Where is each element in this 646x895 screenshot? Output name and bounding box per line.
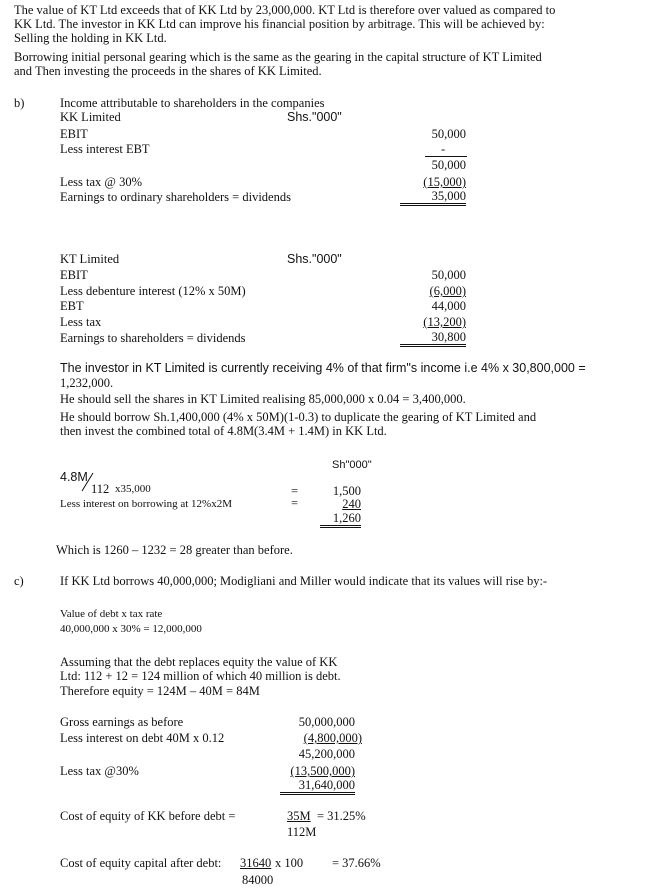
calc-value-1: 1,500 (332, 484, 361, 498)
taxshield-line-1: Value of debt x tax rate (60, 608, 163, 620)
assume-line-1: Assuming that the debt replaces equity the value of KK (60, 655, 338, 669)
kk-row-value: 50,000 (431, 158, 466, 172)
coe-after-multiplier: x 100 (275, 856, 304, 870)
intro-line-4: Borrowing initial personal gearing which is the same as the gearing in the capital structure of KT Limited (14, 50, 542, 64)
kk-row-label: EBIT (60, 127, 88, 141)
section-c-intro: If KK Ltd borrows 40,000,000; Modigliani and Miller would indicate that its values will rise by:- (60, 574, 548, 588)
intro-line-3: Selling the holding in KK Ltd. (14, 31, 167, 45)
kk-row-value: (15,000) (423, 175, 466, 189)
para-line-2: 1,232,000. (60, 376, 114, 390)
section-b-label: b) (14, 96, 25, 110)
kt-row-value: 44,000 (431, 299, 466, 313)
kk-row-value: 35,000 (400, 190, 466, 206)
assume-line-3: Therefore equity = 124M – 40M = 84M (60, 684, 260, 698)
kk-row-label: Less interest EBT (60, 142, 150, 156)
calc-equals-2: = (291, 496, 299, 510)
c-row-value: (4,800,000) (303, 731, 362, 745)
kt-row-value: (6,000) (429, 284, 466, 298)
kt-row-label: Earnings to shareholders = dividends (60, 331, 246, 345)
kk-name: KK Limited (60, 110, 121, 124)
calc-conclusion: Which is 1260 – 1232 = 28 greater than before. (56, 543, 293, 557)
coe-after-result: = 37.66% (332, 856, 381, 870)
kk-row-value: 50,000 (431, 127, 466, 141)
para-line-5: then invest the combined total of 4.8M(3.4M + 1.4M) in KK Ltd. (60, 424, 387, 438)
c-row-label: Less tax @30% (60, 764, 139, 778)
c-row-value: 31,640,000 (280, 779, 355, 795)
kk-row-label: Less tax @ 30% (60, 175, 142, 189)
intro-line-1: The value of KT Ltd exceeds that of KK Ltd by 23,000,000. KT Ltd is therefore over valued as compared to (14, 3, 556, 17)
para-line-3: He should sell the shares in KT Limited realising 85,000,000 x 0.04 = 3,400,000. (60, 392, 466, 406)
kt-name: KT Limited (60, 252, 120, 266)
assume-line-2: Ltd: 112 + 12 = 124 million of which 40 million is debt. (60, 669, 341, 683)
kt-row-label: EBT (60, 299, 84, 313)
para-line-4: He should borrow Sh.1,400,000 (4% x 50M)(1-0.3) to duplicate the gearing of KT Limited and (60, 410, 537, 424)
calc-fraction-numerator: 4.8M (60, 470, 88, 484)
calc-equals-1: = (291, 484, 299, 498)
calc-value-3: 1,260 (320, 512, 361, 528)
intro-line-2: KK Ltd. The investor in KK Ltd can improve his financial position by arbitrage. This will be achieved by: (14, 17, 545, 31)
coe-after-numerator: 31640 (240, 856, 272, 870)
kk-row-label: Earnings to ordinary shareholders = dividends (60, 190, 291, 204)
calc-interest-label: Less interest on borrowing at 12%x2M (60, 498, 232, 510)
kt-row-value: (13,200) (423, 315, 466, 329)
para-line-1: The investor in KT Limited is currently receiving 4% of that firm"s income i.e 4% x 30,800,000 = (60, 361, 586, 375)
kt-row-label: EBIT (60, 268, 88, 282)
calc-fraction-denominator: 112 (91, 482, 110, 496)
kt-row-label: Less tax (60, 315, 102, 329)
kt-row-value: 50,000 (431, 268, 466, 282)
c-row-label: Less interest on debt 40M x 0.12 (60, 731, 225, 745)
coe-before-numerator: 35M (287, 809, 311, 823)
section-b-heading: Income attributable to shareholders in the companies (60, 96, 325, 110)
coe-after-denominator: 84000 (242, 873, 274, 887)
kt-row-value: 30,800 (400, 331, 466, 347)
taxshield-line-2: 40,000,000 x 30% = 12,000,000 (60, 623, 202, 635)
c-row-value: 45,200,000 (298, 747, 355, 761)
c-row-value: (13,500,000) (290, 764, 355, 778)
section-c-label: c) (14, 574, 24, 588)
kt-row-label: Less debenture interest (12% x 50M) (60, 284, 246, 298)
kk-row-value: - (441, 142, 446, 156)
coe-before-label: Cost of equity of KK before debt = (60, 809, 236, 823)
kk-unit: Shs."000" (287, 110, 342, 124)
coe-before-result: = 31.25% (317, 809, 366, 823)
kk-subtotal-rule (425, 156, 467, 157)
kt-unit: Shs."000" (287, 252, 342, 266)
c-row-label: Gross earnings as before (60, 715, 184, 729)
calc-value-2: 240 (342, 497, 361, 511)
calc-multiplier: x35,000 (115, 483, 151, 495)
coe-after-label: Cost of equity capital after debt: (60, 856, 222, 870)
calc-unit: Sh"000" (332, 459, 372, 471)
intro-line-5: and Then investing the proceeds in the shares of KK Limited. (14, 64, 322, 78)
c-row-value: 50,000,000 (298, 715, 355, 729)
coe-before-denominator: 112M (287, 825, 317, 839)
